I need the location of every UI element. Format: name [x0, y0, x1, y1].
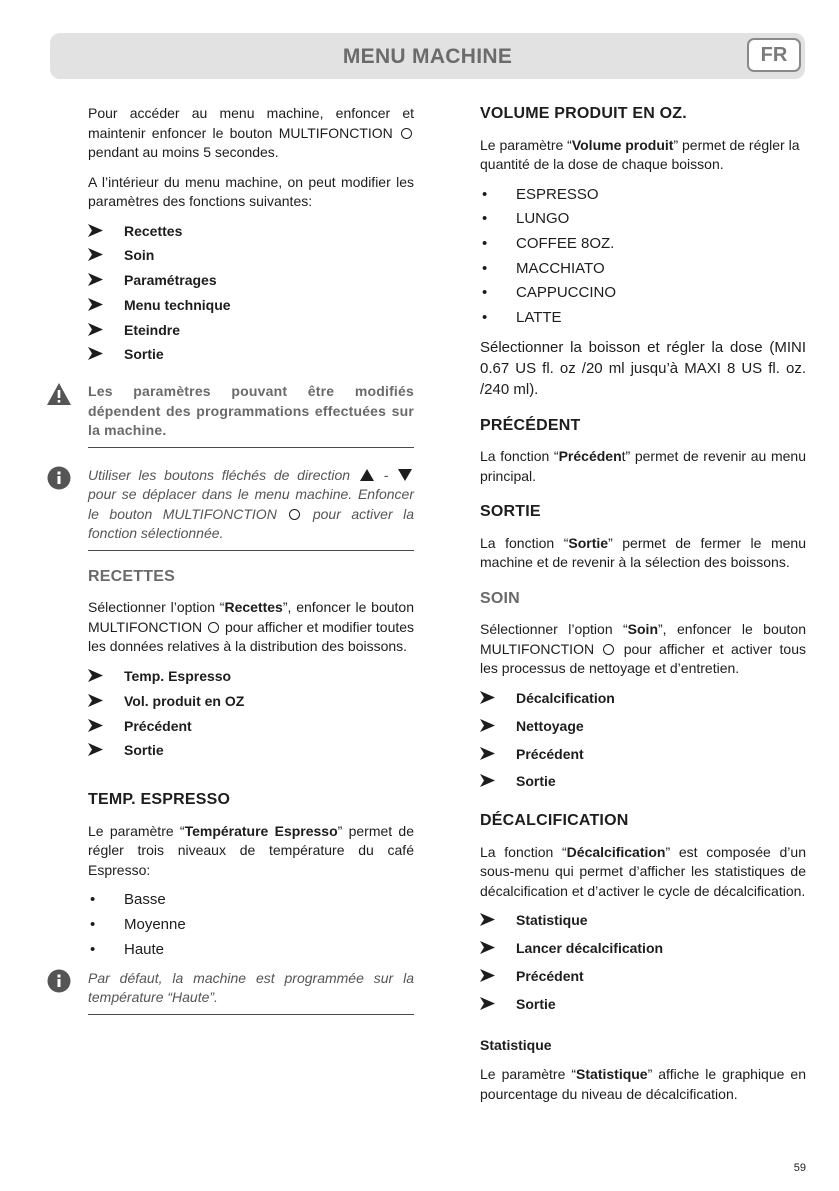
warning-text: Les paramètres pouvant être modifiés dépendent des programmations effectuées sur la machine.: [88, 383, 414, 439]
decalcification-heading: DÉCALCIFICATION: [480, 812, 629, 830]
list-item: Précédent: [480, 745, 806, 764]
precedent-heading: PRÉCÉDENT: [480, 416, 581, 434]
list-item: • COFFEE 8OZ.: [480, 234, 806, 253]
list-item: Temp. Espresso: [88, 667, 414, 686]
dose-text: Sélectionner la boisson et régler la dose (MINI 0.67 US fl. oz /20 ml jusqu’à MAXI 8 US fl. oz. /240 ml).: [480, 338, 806, 398]
arrow-bullet-icon: [480, 997, 495, 1010]
list-item: Recettes: [88, 222, 414, 241]
page-title: MENU MACHINE: [342, 45, 513, 68]
temp-espresso-heading: TEMP. ESPRESSO: [88, 791, 231, 809]
recettes-text: Sélectionner l’option “Recettes”, enfoncer le bouton MULTIFONCTION pour afficher et modifier toutes les données relatives à la distribution des boissons.: [88, 599, 415, 655]
page-header: [50, 33, 805, 79]
list-item: • ESPRESSO: [480, 185, 806, 204]
decalcification-text: La fonction “Décalcification” est composée d’un sous-menu qui permet d’afficher les statistiques de décalcification et d’activer le cycle de décalcification.: [480, 843, 806, 899]
arrow-bullet-icon: [88, 248, 103, 261]
arrow-bullet-icon: [88, 347, 103, 360]
arrow-bullet-icon: [480, 774, 495, 787]
statistique-text: Le paramètre “Statistique” affiche le graphique en pourcentage du niveau de décalcification.: [480, 1066, 806, 1102]
list-item: • Basse: [88, 890, 414, 909]
list-item: Sortie: [480, 772, 806, 791]
intro-paragraph: Pour accéder au menu machine, enfoncer et maintenir enfoncer le bouton MULTIFONCTION pendant au moins 5 secondes.: [88, 105, 414, 160]
info-icon: [46, 466, 72, 490]
language-badge: FR: [747, 38, 801, 72]
arrow-bullet-icon: [480, 969, 495, 982]
statistique-heading: Statistique: [480, 1036, 552, 1053]
multifunction-button-icon: [208, 622, 219, 633]
soin-text: Sélectionner l’option “Soin”, enfoncer le bouton MULTIFONCTION pour afficher et activer tous les processus de nettoyage et d’entretien.: [480, 621, 806, 677]
temp-espresso-text: Le paramètre “Température Espresso” permet de régler trois niveaux de température du café Espresso:: [88, 822, 414, 878]
volume-text: Le paramètre “Volume produit” permet de régler la quantité de la dose de chaque boisson.: [480, 136, 800, 172]
list-item: Précédent: [88, 717, 414, 736]
sortie-text: La fonction “Sortie” permet de fermer le menu machine et de revenir à la sélection des boissons.: [480, 534, 806, 571]
list-item: Sortie: [480, 995, 806, 1014]
arrow-bullet-icon: [88, 298, 103, 311]
list-item: • CAPPUCCINO: [480, 283, 806, 302]
list-item: • MACCHIATO: [480, 259, 806, 278]
multifunction-button-icon: [401, 128, 412, 139]
temperature-levels: [88, 890, 414, 958]
default-temp-note: Par défaut, la machine est programmée sur la température “Haute”.: [88, 969, 414, 1006]
list-item: Décalcification: [480, 689, 806, 708]
arrow-bullet-icon: [480, 747, 495, 760]
multifunction-button-icon: [603, 644, 614, 655]
multifunction-button-icon: [289, 509, 300, 520]
arrow-bullet-icon: [88, 273, 103, 286]
list-item: Précédent: [480, 967, 806, 986]
right-column: [480, 104, 806, 1114]
list-item: Sortie: [88, 345, 414, 364]
list-item: • Haute: [88, 940, 414, 959]
list-item: Paramétrages: [88, 271, 414, 290]
info-note-default: [88, 969, 414, 1015]
decalcification-list: [480, 911, 806, 1013]
arrow-bullet-icon: [88, 743, 103, 756]
info-icon: [46, 969, 72, 993]
list-item: Soin: [88, 246, 414, 265]
list-item: Nettoyage: [480, 717, 806, 736]
drinks-list: [480, 185, 806, 327]
list-item: • LATTE: [480, 308, 806, 327]
arrow-bullet-icon: [88, 224, 103, 237]
list-item: Vol. produit en OZ: [88, 692, 414, 711]
soin-heading: SOIN: [480, 589, 520, 607]
list-item: Lancer décalcification: [480, 939, 806, 958]
arrow-down-icon: [398, 469, 412, 481]
machine-menu-list: [88, 222, 414, 365]
volume-heading: VOLUME PRODUIT EN OZ.: [480, 105, 687, 122]
list-item: Eteindre: [88, 321, 414, 340]
list-item: Sortie: [88, 741, 414, 760]
info-note-navigation: Utiliser les boutons fléchés de direction - pour se déplacer dans le menu machine. Enfoncer le bouton MULTIFONCTION pour activer la fonction sélectionnée.: [88, 466, 414, 551]
arrow-up-icon: [360, 469, 374, 481]
list-item: • Moyenne: [88, 915, 414, 934]
recettes-heading: RECETTES: [88, 567, 175, 585]
warning-note: [88, 382, 414, 448]
list-item: Statistique: [480, 911, 806, 930]
arrow-bullet-icon: [480, 691, 495, 704]
warning-icon: [46, 382, 72, 406]
sortie-heading: SORTIE: [480, 503, 541, 521]
arrow-bullet-icon: [88, 719, 103, 732]
soin-list: [480, 689, 806, 791]
left-column: [88, 104, 414, 1033]
list-item: • LUNGO: [480, 209, 806, 228]
arrow-bullet-icon: [88, 694, 103, 707]
arrow-bullet-icon: [88, 669, 103, 682]
arrow-bullet-icon: [480, 719, 495, 732]
intro-paragraph-2: A l’intérieur du menu machine, on peut modifier les paramètres des fonctions suivantes:: [88, 173, 414, 209]
arrow-bullet-icon: [88, 323, 103, 336]
arrow-bullet-icon: [480, 941, 495, 954]
precedent-text: La fonction “Précédent” permet de revenir au menu principal.: [480, 448, 806, 484]
list-item: Menu technique: [88, 296, 414, 315]
recettes-list: [88, 667, 414, 760]
arrow-bullet-icon: [480, 913, 495, 926]
page-number: 59: [793, 1162, 806, 1174]
